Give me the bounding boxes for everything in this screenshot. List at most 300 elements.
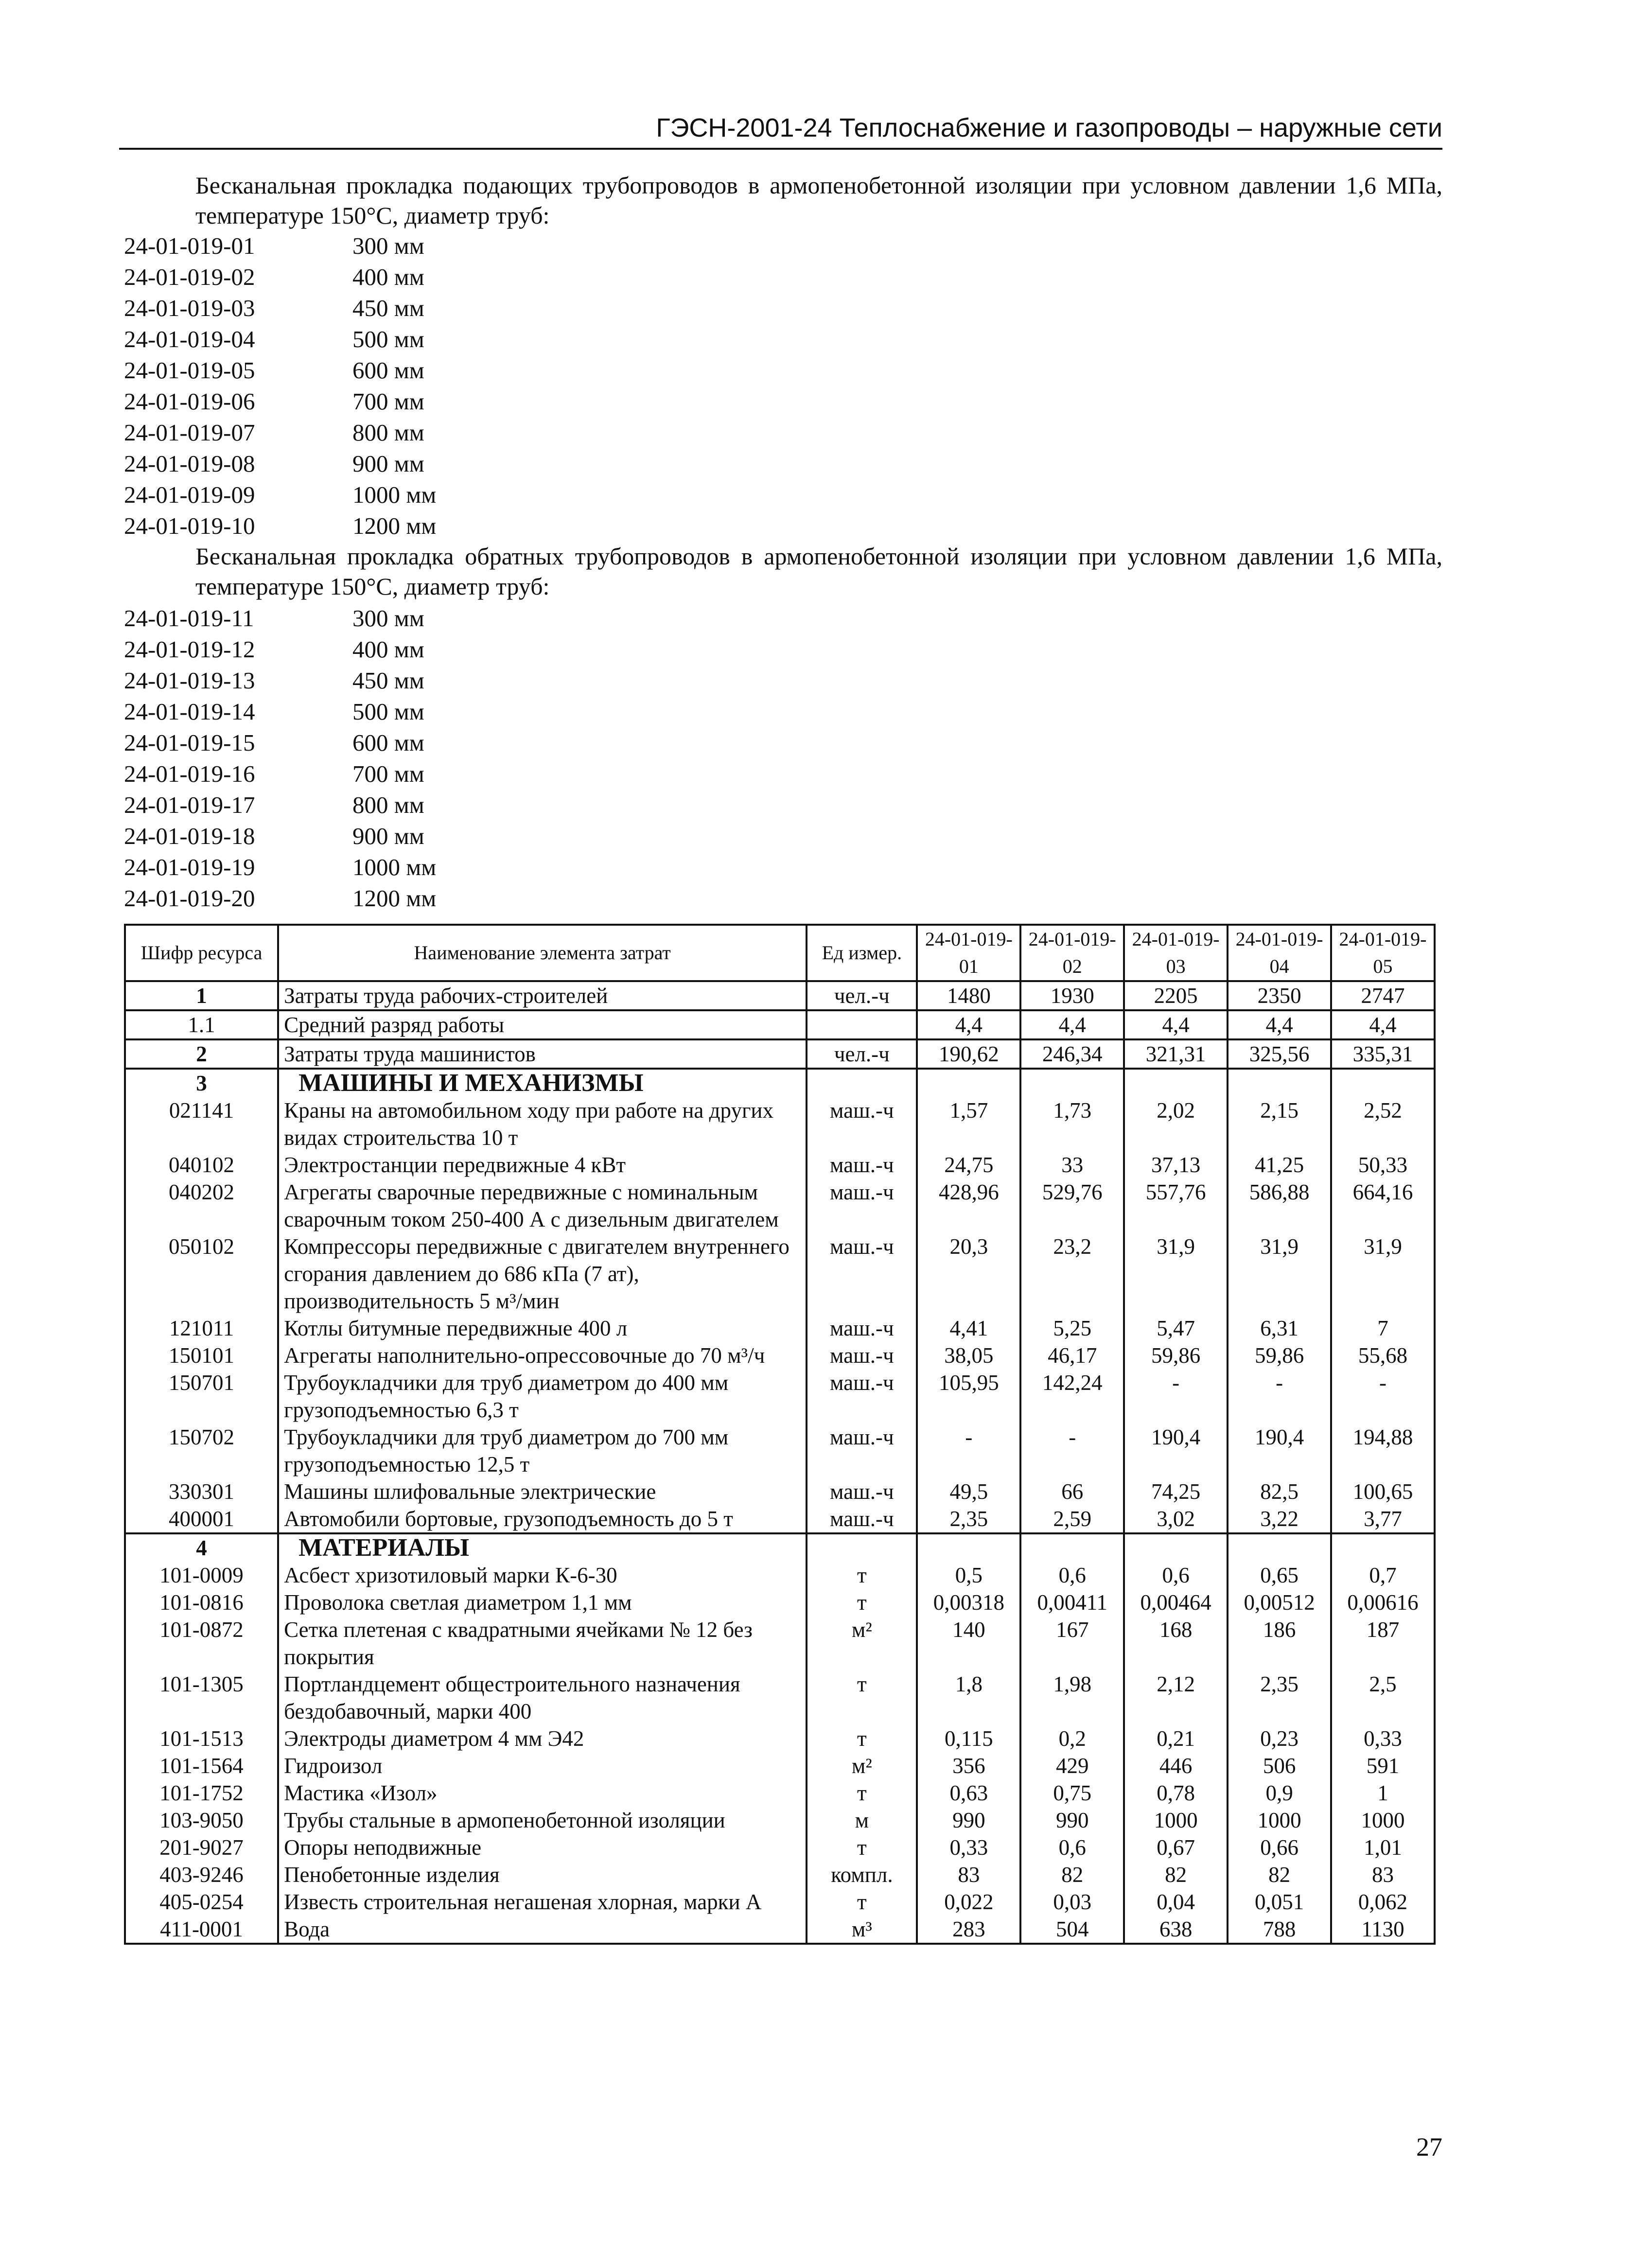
cell-name: Вода (278, 1916, 807, 1944)
cell-value (917, 1533, 1020, 1562)
table-row (125, 1725, 1435, 1752)
item-diameter: 1000 мм (352, 854, 437, 880)
cell-unit: чел.-ч (807, 981, 917, 1010)
list-item (124, 510, 436, 542)
cell-value: 3,02 (1124, 1505, 1228, 1533)
item-code: 24-01-019-02 (124, 264, 255, 290)
cell-value (1020, 1069, 1124, 1097)
cell-value: 2,35 (917, 1505, 1020, 1533)
item-diameter: 300 мм (352, 605, 424, 632)
table-row (125, 1861, 1435, 1888)
item-diameter: 900 мм (352, 823, 424, 849)
cell-name: МАТЕРИАЛЫ (278, 1533, 807, 1562)
cell-value: 59,86 (1124, 1342, 1228, 1369)
cell-value: 24,75 (917, 1151, 1020, 1178)
cell-name: Асбест хризотиловый марки К-6-30 (278, 1562, 807, 1589)
cell-code: 101-0009 (125, 1562, 278, 1589)
cell-value (1020, 1533, 1124, 1562)
cell-value: 4,4 (917, 1010, 1020, 1039)
cell-value: 59,86 (1228, 1342, 1331, 1369)
cell-value: 0,115 (917, 1725, 1020, 1752)
table-row (125, 1039, 1435, 1069)
cell-code: 400001 (125, 1505, 278, 1533)
cell-value (917, 1069, 1020, 1097)
table-row (125, 1478, 1435, 1505)
cell-value: 2747 (1331, 981, 1435, 1010)
list-item (124, 293, 424, 324)
cell-code: 1.1 (125, 1010, 278, 1039)
cell-value: 23,2 (1020, 1233, 1124, 1315)
item-diameter: 1000 мм (352, 481, 437, 508)
cell-value: 428,96 (917, 1178, 1020, 1233)
header-name: Наименование элемента затрат (278, 925, 807, 981)
cell-code: 101-1305 (125, 1670, 278, 1725)
list-item (124, 758, 424, 790)
list-item (124, 324, 424, 355)
list-item (124, 821, 424, 852)
table-row (125, 1616, 1435, 1670)
cell-value: 2,02 (1124, 1097, 1228, 1151)
cell-value: 504 (1020, 1916, 1124, 1944)
cell-name: Котлы битумные передвижные 400 л (278, 1315, 807, 1342)
cell-value: 356 (917, 1752, 1020, 1779)
cell-value: 31,9 (1331, 1233, 1435, 1315)
cell-value: 41,25 (1228, 1151, 1331, 1178)
cell-value: 31,9 (1228, 1233, 1331, 1315)
list-item (124, 479, 436, 510)
item-diameter: 400 мм (352, 264, 424, 290)
item-diameter: 1200 мм (352, 512, 437, 539)
cell-value: 49,5 (917, 1478, 1020, 1505)
table-row (125, 1069, 1435, 1097)
cell-name: Электростанции передвижные 4 кВт (278, 1151, 807, 1178)
cell-value: 246,34 (1020, 1039, 1124, 1069)
cell-name: Трубы стальные в армопенобетонной изоляции (278, 1807, 807, 1834)
cell-value: 83 (1331, 1861, 1435, 1888)
cell-unit: маш.-ч (807, 1097, 917, 1151)
cell-code: 330301 (125, 1478, 278, 1505)
cell-value: 0,65 (1228, 1562, 1331, 1589)
cell-unit: т (807, 1562, 917, 1589)
table-body (125, 981, 1435, 1944)
cell-value: 506 (1228, 1752, 1331, 1779)
cell-unit: маш.-ч (807, 1233, 917, 1315)
item-diameter: 800 мм (352, 419, 424, 446)
cell-value: 2,52 (1331, 1097, 1435, 1151)
cell-code: 150702 (125, 1424, 278, 1478)
table-row (125, 1807, 1435, 1834)
cell-value: 0,03 (1020, 1888, 1124, 1916)
cell-value: 190,4 (1124, 1424, 1228, 1478)
cell-value: - (917, 1424, 1020, 1478)
cell-value: 5,47 (1124, 1315, 1228, 1342)
cell-unit: маш.-ч (807, 1178, 917, 1233)
cell-value: 0,9 (1228, 1779, 1331, 1807)
item-code: 24-01-019-01 (124, 232, 255, 259)
cell-name: Средний разряд работы (278, 1010, 807, 1039)
item-diameter: 300 мм (352, 232, 424, 259)
cell-value: 0,6 (1020, 1562, 1124, 1589)
list-item (124, 790, 424, 821)
cell-value: 1000 (1124, 1807, 1228, 1834)
cell-value: 990 (1020, 1807, 1124, 1834)
cell-unit: т (807, 1834, 917, 1861)
list-item (124, 262, 424, 293)
cell-unit: компл. (807, 1861, 917, 1888)
cell-value: 1,73 (1020, 1097, 1124, 1151)
cell-value: 990 (917, 1807, 1020, 1834)
cell-name: Автомобили бортовые, грузоподъемность до 5 т (278, 1505, 807, 1533)
item-code: 24-01-019-12 (124, 636, 255, 663)
cell-unit: м² (807, 1752, 917, 1779)
cell-value: 529,76 (1020, 1178, 1124, 1233)
item-diameter: 800 мм (352, 791, 424, 818)
cell-value: 194,88 (1331, 1424, 1435, 1478)
cell-value: 82,5 (1228, 1478, 1331, 1505)
cell-value: 187 (1331, 1616, 1435, 1670)
cell-unit: м (807, 1807, 917, 1834)
cell-value: 0,00512 (1228, 1589, 1331, 1616)
item-code: 24-01-019-19 (124, 854, 255, 880)
cell-value: 1480 (917, 981, 1020, 1010)
item-code: 24-01-019-17 (124, 791, 255, 818)
cell-value: 190,62 (917, 1039, 1020, 1069)
header-col-2: 24-01-019-02 (1020, 925, 1124, 981)
cell-value: 4,4 (1228, 1010, 1331, 1039)
cell-value: 3,22 (1228, 1505, 1331, 1533)
item-diameter: 450 мм (352, 667, 424, 694)
cell-value: 591 (1331, 1752, 1435, 1779)
cell-value: - (1124, 1369, 1228, 1424)
table-row (125, 1779, 1435, 1807)
cell-value: 0,062 (1331, 1888, 1435, 1916)
table-row (125, 1424, 1435, 1478)
cell-unit (807, 1533, 917, 1562)
cell-value: 1930 (1020, 981, 1124, 1010)
cell-value: 0,2 (1020, 1725, 1124, 1752)
cell-code: 101-1752 (125, 1779, 278, 1807)
cell-value (1124, 1069, 1228, 1097)
cell-value: 1 (1331, 1779, 1435, 1807)
list-item (124, 417, 424, 448)
cell-value: - (1331, 1369, 1435, 1424)
item-diameter: 500 мм (352, 326, 424, 352)
table-row (125, 1369, 1435, 1424)
cell-value: 0,00411 (1020, 1589, 1124, 1616)
cell-value: 4,4 (1124, 1010, 1228, 1039)
cell-value: 140 (917, 1616, 1020, 1670)
cell-value: 586,88 (1228, 1178, 1331, 1233)
cell-value: 190,4 (1228, 1424, 1331, 1478)
cell-name: Затраты труда рабочих-строителей (278, 981, 807, 1010)
table-row (125, 1562, 1435, 1589)
cell-unit: маш.-ч (807, 1151, 917, 1178)
group1-description: Бесканальная прокладка подающих трубопроводов в армопенобетонной изоляции при условном давлении 1,6 МПа, температуре 150°С, диаметр труб: (195, 172, 1442, 229)
table-row (125, 1916, 1435, 1944)
cell-value: 446 (1124, 1752, 1228, 1779)
item-code: 24-01-019-20 (124, 885, 255, 912)
cell-value: 142,24 (1020, 1369, 1124, 1424)
header-col-3: 24-01-019-03 (1124, 925, 1228, 981)
cell-unit (807, 1069, 917, 1097)
cell-value: 0,5 (917, 1562, 1020, 1589)
cell-unit: т (807, 1670, 917, 1725)
cell-value: 2,35 (1228, 1670, 1331, 1725)
table-row (125, 1752, 1435, 1779)
item-code: 24-01-019-18 (124, 823, 255, 849)
group2-description: Бесканальная прокладка обратных трубопроводов в армопенобетонной изоляции при условном давлении 1,6 МПа, температуре 150°С, диаметр труб: (195, 543, 1442, 600)
cell-unit: маш.-ч (807, 1424, 917, 1478)
cell-value: 2,12 (1124, 1670, 1228, 1725)
cell-value: 0,051 (1228, 1888, 1331, 1916)
cell-code: 1 (125, 981, 278, 1010)
cell-value: 100,65 (1331, 1478, 1435, 1505)
table-row (125, 1178, 1435, 1233)
cell-value: 82 (1228, 1861, 1331, 1888)
list-item (124, 386, 424, 417)
cell-value: 0,66 (1228, 1834, 1331, 1861)
cell-code: 101-0816 (125, 1589, 278, 1616)
cell-code: 411-0001 (125, 1916, 278, 1944)
cell-value: 1000 (1331, 1807, 1435, 1834)
cell-unit (807, 1010, 917, 1039)
list-item (124, 634, 424, 665)
cell-value: 0,33 (917, 1834, 1020, 1861)
cell-unit: т (807, 1888, 917, 1916)
cell-value: 0,75 (1020, 1779, 1124, 1807)
cell-unit: маш.-ч (807, 1342, 917, 1369)
cell-value: 83 (917, 1861, 1020, 1888)
table-row (125, 1151, 1435, 1178)
cell-code: 040102 (125, 1151, 278, 1178)
header-col-4: 24-01-019-04 (1228, 925, 1331, 981)
cell-value: 7 (1331, 1315, 1435, 1342)
header-col-1: 24-01-019-01 (917, 925, 1020, 981)
cell-value: 283 (917, 1916, 1020, 1944)
cell-name: Проволока светлая диаметром 1,1 мм (278, 1589, 807, 1616)
item-diameter: 400 мм (352, 636, 424, 663)
cell-unit: маш.-ч (807, 1315, 917, 1342)
cell-value: 4,4 (1020, 1010, 1124, 1039)
cell-value: 38,05 (917, 1342, 1020, 1369)
table-row (125, 1315, 1435, 1342)
cell-code: 3 (125, 1069, 278, 1097)
item-diameter: 600 мм (352, 729, 424, 756)
table-header-row (125, 925, 1435, 981)
cell-unit: маш.-ч (807, 1505, 917, 1533)
item-code: 24-01-019-03 (124, 295, 255, 321)
cell-value (1124, 1533, 1228, 1562)
cell-value: 429 (1020, 1752, 1124, 1779)
item-code: 24-01-019-10 (124, 512, 255, 539)
cell-value: 557,76 (1124, 1178, 1228, 1233)
item-code: 24-01-019-13 (124, 667, 255, 694)
item-code: 24-01-019-05 (124, 357, 255, 384)
cell-value: - (1020, 1424, 1124, 1478)
cell-value: 46,17 (1020, 1342, 1124, 1369)
cell-code: 103-9050 (125, 1807, 278, 1834)
cell-value: 335,31 (1331, 1039, 1435, 1069)
item-diameter: 700 мм (352, 760, 424, 787)
cell-value: 1,57 (917, 1097, 1020, 1151)
cell-name: Краны на автомобильном ходу при работе на других видах строительства 10 т (278, 1097, 807, 1151)
cell-value: 20,3 (917, 1233, 1020, 1315)
cell-name: Портландцемент общестроительного назначения бездобавочный, марки 400 (278, 1670, 807, 1725)
cell-name: Опоры неподвижные (278, 1834, 807, 1861)
cell-code: 403-9246 (125, 1861, 278, 1888)
table-row (125, 1670, 1435, 1725)
list-item (124, 696, 424, 727)
cell-name: Агрегаты сварочные передвижные с номинальным сварочным током 250-400 А с дизельным двигателем (278, 1178, 807, 1233)
cell-value: 0,78 (1124, 1779, 1228, 1807)
cell-name: Мастика «Изол» (278, 1779, 807, 1807)
cell-unit: т (807, 1779, 917, 1807)
cell-name: Пенобетонные изделия (278, 1861, 807, 1888)
cell-value: 2350 (1228, 981, 1331, 1010)
cell-value: 0,00616 (1331, 1589, 1435, 1616)
page-number: 27 (1416, 2132, 1442, 2162)
table-row (125, 1505, 1435, 1533)
cell-value: 2205 (1124, 981, 1228, 1010)
cell-value: 0,6 (1020, 1834, 1124, 1861)
cell-name: Сетка плетеная с квадратными ячейками № 12 без покрытия (278, 1616, 807, 1670)
cell-code: 2 (125, 1039, 278, 1069)
cell-name: Гидроизол (278, 1752, 807, 1779)
item-code: 24-01-019-09 (124, 481, 255, 508)
cell-code: 150101 (125, 1342, 278, 1369)
item-code: 24-01-019-11 (124, 605, 254, 632)
item-code: 24-01-019-15 (124, 729, 255, 756)
cell-unit: чел.-ч (807, 1039, 917, 1069)
cell-value: 5,25 (1020, 1315, 1124, 1342)
cell-value: 6,31 (1228, 1315, 1331, 1342)
cell-value: 0,67 (1124, 1834, 1228, 1861)
cell-value: 37,13 (1124, 1151, 1228, 1178)
cell-value: 55,68 (1331, 1342, 1435, 1369)
item-diameter: 700 мм (352, 388, 424, 415)
table-row (125, 1010, 1435, 1039)
cell-value: 0,022 (917, 1888, 1020, 1916)
cell-unit: маш.-ч (807, 1369, 917, 1424)
header-col-5: 24-01-019-05 (1331, 925, 1435, 981)
cell-value: 33 (1020, 1151, 1124, 1178)
table-row (125, 1888, 1435, 1916)
table-row (125, 981, 1435, 1010)
cell-value: 0,33 (1331, 1725, 1435, 1752)
cell-code: 4 (125, 1533, 278, 1562)
table-row (125, 1589, 1435, 1616)
cell-value: 1000 (1228, 1807, 1331, 1834)
cell-code: 121011 (125, 1315, 278, 1342)
cell-code: 150701 (125, 1369, 278, 1424)
list-item (124, 355, 424, 386)
cell-unit: м² (807, 1616, 917, 1670)
cell-name: МАШИНЫ И МЕХАНИЗМЫ (278, 1069, 807, 1097)
cell-value: 186 (1228, 1616, 1331, 1670)
cell-value: 0,6 (1124, 1562, 1228, 1589)
cell-code: 405-0254 (125, 1888, 278, 1916)
cell-value: 168 (1124, 1616, 1228, 1670)
item-diameter: 450 мм (352, 295, 424, 321)
cell-value: 66 (1020, 1478, 1124, 1505)
cell-code: 101-1564 (125, 1752, 278, 1779)
cell-value: 74,25 (1124, 1478, 1228, 1505)
cell-value: 325,56 (1228, 1039, 1331, 1069)
cell-value: 4,41 (917, 1315, 1020, 1342)
list-item (124, 230, 424, 262)
item-diameter: 900 мм (352, 450, 424, 477)
cell-value: 638 (1124, 1916, 1228, 1944)
item-diameter: 1200 мм (352, 885, 437, 912)
cell-code: 101-0872 (125, 1616, 278, 1670)
item-diameter: 500 мм (352, 698, 424, 725)
item-diameter: 600 мм (352, 357, 424, 384)
cell-value: 1,01 (1331, 1834, 1435, 1861)
cell-value: 0,00318 (917, 1589, 1020, 1616)
cell-value: 0,04 (1124, 1888, 1228, 1916)
cell-value: 0,7 (1331, 1562, 1435, 1589)
cell-value: 105,95 (917, 1369, 1020, 1424)
header-code: Шифр ресурса (125, 925, 278, 981)
cell-unit: маш.-ч (807, 1478, 917, 1505)
cell-name: Известь строительная негашеная хлорная, марки А (278, 1888, 807, 1916)
list-item (124, 665, 424, 696)
cell-unit: м³ (807, 1916, 917, 1944)
cell-value: 0,23 (1228, 1725, 1331, 1752)
cell-name: Трубоукладчики для труб диаметром до 400 мм грузоподъемностью 6,3 т (278, 1369, 807, 1424)
item-code: 24-01-019-04 (124, 326, 255, 352)
cell-value: 0,00464 (1124, 1589, 1228, 1616)
cell-name: Машины шлифовальные электрические (278, 1478, 807, 1505)
item-code: 24-01-019-14 (124, 698, 255, 725)
cell-value: 0,21 (1124, 1725, 1228, 1752)
cell-name: Трубоукладчики для труб диаметром до 700 мм грузоподъемностью 12,5 т (278, 1424, 807, 1478)
cell-value: - (1228, 1369, 1331, 1424)
cell-value: 167 (1020, 1616, 1124, 1670)
table-row (125, 1342, 1435, 1369)
cell-value (1331, 1533, 1435, 1562)
cell-name: Агрегаты наполнительно-опрессовочные до 70 м³/ч (278, 1342, 807, 1369)
cell-value: 1,98 (1020, 1670, 1124, 1725)
resource-table (124, 924, 1436, 1945)
cell-value: 82 (1020, 1861, 1124, 1888)
cell-code: 201-9027 (125, 1834, 278, 1861)
table-row (125, 1233, 1435, 1315)
cell-value: 788 (1228, 1916, 1331, 1944)
cell-value: 31,9 (1124, 1233, 1228, 1315)
cell-name: Электроды диаметром 4 мм Э42 (278, 1725, 807, 1752)
page-header (119, 108, 1442, 150)
header-unit: Ед измер. (807, 925, 917, 981)
cell-value (1228, 1533, 1331, 1562)
list-item (124, 603, 424, 634)
item-code: 24-01-019-08 (124, 450, 255, 477)
cell-name: Затраты труда машинистов (278, 1039, 807, 1069)
cell-value: 1130 (1331, 1916, 1435, 1944)
cell-code: 101-1513 (125, 1725, 278, 1752)
cell-value (1331, 1069, 1435, 1097)
cell-value: 2,59 (1020, 1505, 1124, 1533)
cell-code: 021141 (125, 1097, 278, 1151)
table-row (125, 1834, 1435, 1861)
cell-value: 664,16 (1331, 1178, 1435, 1233)
item-code: 24-01-019-06 (124, 388, 255, 415)
table-row (125, 1097, 1435, 1151)
cell-name: Компрессоры передвижные с двигателем внутреннего сгорания давлением до 686 кПа (7 ат), производительность 5 м³/мин (278, 1233, 807, 1315)
table-row (125, 1533, 1435, 1562)
item-code: 24-01-019-07 (124, 419, 255, 446)
item-code: 24-01-019-16 (124, 760, 255, 787)
